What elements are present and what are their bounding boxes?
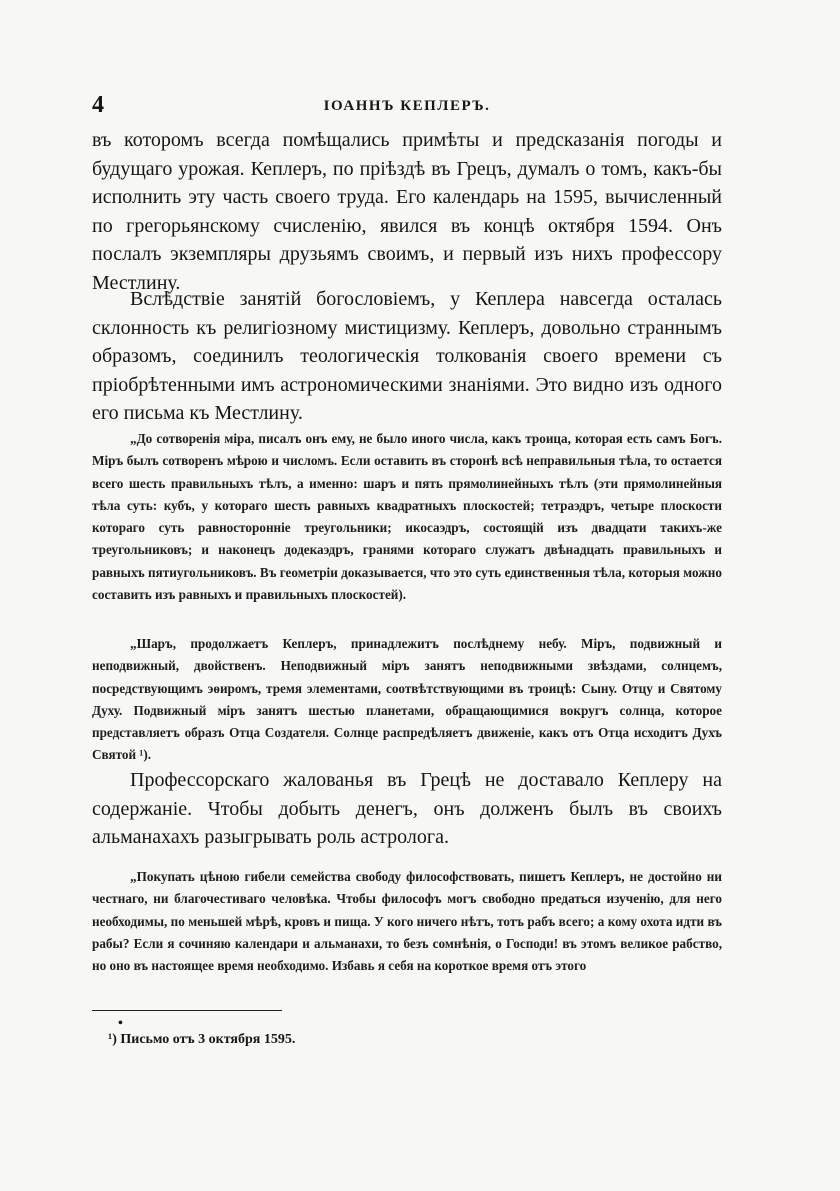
- quote-3: „Покупать цѣною гибели семейства свободу философствовать, пишетъ Кеплеръ, не достойно ни честнаго, ни благочестиваго человѣка. Чтобы философъ могъ свободно предаться изученію, для него необходимы, по меньшей мѣрѣ, кровъ и пища. У кого ничего нѣтъ, тотъ рабъ всего; а кому охота идти въ рабы? Если я сочиняю календари и альманахи, то безъ сомнѣнія, о Господи! въ этомъ великое рабство, но оно въ настоящее время необходимо. Избавь я себя на короткое время отъ этого: [92, 869, 722, 974]
- page-header: [92, 92, 722, 122]
- paragraph-3: Профессорскаго жалованья въ Грецѣ не доставало Кеплеру на содержаніе. Чтобы добыть денегъ, онъ долженъ былъ въ своихъ альманахахъ разыгрывать роль астролога.: [92, 769, 722, 848]
- paragraph-2: Вслѣдствіе занятій богословіемъ, у Кеплера навсегда осталась склонность къ религіозному мистицизму. Кеплеръ, довольно страннымъ образомъ, соединилъ теологическія толкованія своего времени съ пріобрѣтенными имъ астрономическими знаніями. Это видно изъ одного его письма къ Местлину.: [92, 288, 722, 424]
- footnote: ¹) Письмо отъ 3 октября 1595.: [108, 1032, 296, 1047]
- footnote-dot: •: [118, 1016, 123, 1031]
- running-title: IОАННЪ КЕПЛЕРЪ.: [323, 98, 491, 114]
- quote-2: „Шаръ, продолжаетъ Кеплеръ, принадлежитъ послѣднему небу. Міръ, подвижный и неподвижный, двойственъ. Неподвижный міръ занятъ неподвижными звѣздами, солнцемъ, посредствующимъ эѳиромъ, тремя элементами, соотвѣтствующими въ троицѣ: Сыну. Отцу и Святому Духу. Подвижный міръ занятъ шестью планетами, обращающимися вокругъ солнца, которое представляетъ образъ Отца Создателя. Солнце распредѣляетъ движеніе, какъ отъ Отца исходитъ Духъ Святой ¹).: [92, 636, 722, 763]
- quote-1: „До сотворенія міра, писалъ онъ ему, не было иного числа, какъ троица, которая есть самъ Богъ. Міръ былъ сотворенъ мѣрою и числомъ. Если оставить въ сторонѣ всѣ неправильныя тѣла, то остается всего шесть правильныхъ тѣлъ, а именно: шаръ и пять прямолинейныхъ тѣлъ (эти прямолинейныя тѣла суть: кубъ, у котораго шесть равныхъ квадратныхъ плоскостей; тетраэдръ, четыре плоскости котораго суть равносторонніе треугольники; икосаэдръ, состоящій изъ двадцати такихъ-же треугольниковъ; и наконецъ додекаэдръ, гранями котораго служатъ двѣнадцать правильныхъ и равныхъ пятиугольниковъ. Въ геометріи доказывается, что это суть единственныя тѣла, которыя можно составить изъ равныхъ и правильныхъ плоскостей).: [92, 431, 722, 603]
- paragraph-1: въ которомъ всегда помѣщались примѣты и предсказанія погоды и будущаго урожая. Кеплеръ, по пріѣздѣ въ Грецъ, думалъ о томъ, какъ-бы исполнить эту часть своего труда. Его календарь на 1595, вычисленный по грегорьянскому счисленію, явился въ концѣ октября 1594. Онъ послалъ экземпляры друзьямъ своимъ, и первый изъ нихъ профессору Местлину.: [92, 129, 722, 294]
- page-number: 4: [92, 92, 104, 118]
- footnote-rule: [92, 1010, 282, 1011]
